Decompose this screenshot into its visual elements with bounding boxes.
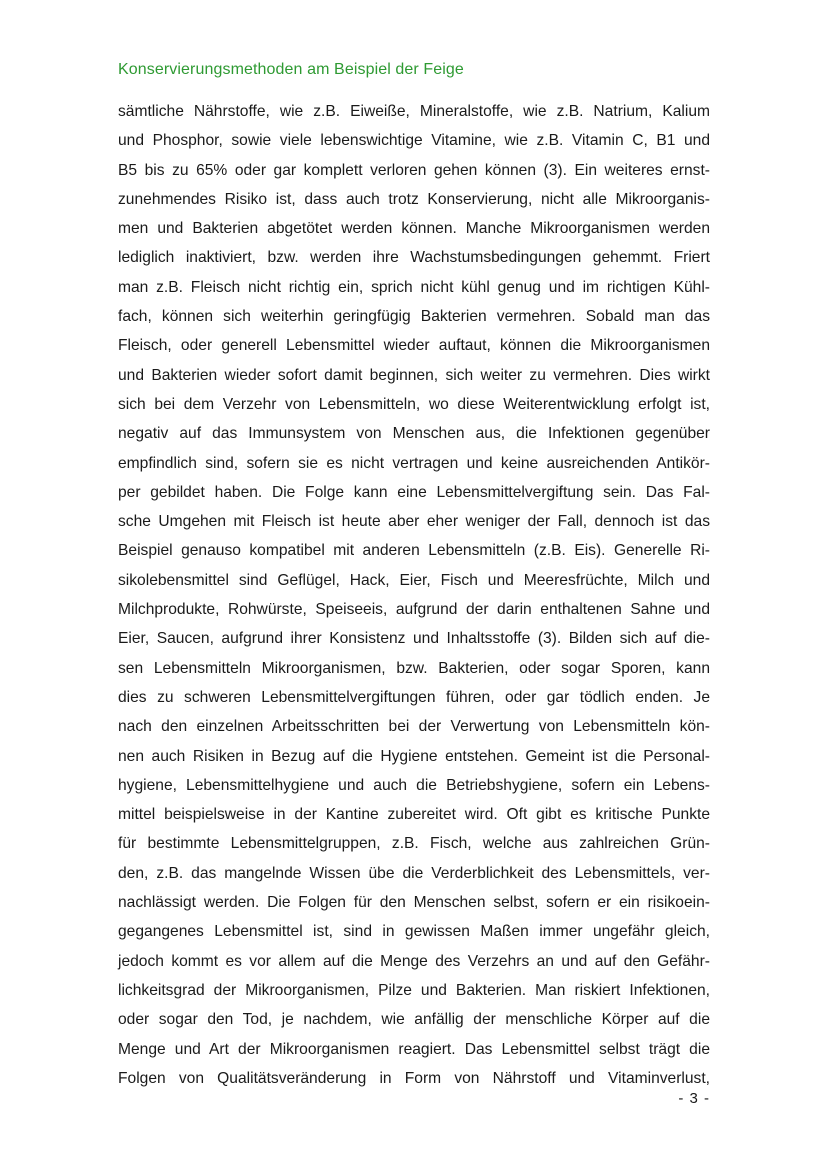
body-line: empfindlich sind, sofern sie es nicht vertragen und keine ausreichenden Antikör- (118, 454, 710, 472)
body-line: dies zu schweren Lebensmittelvergiftungen führen, oder gar tödlich enden. Je (118, 688, 710, 706)
body-line: per gebildet haben. Die Folge kann eine Lebensmittelvergiftung sein. Das Fal- (118, 483, 710, 501)
body-line: sche Umgehen mit Fleisch ist heute aber eher weniger der Fall, dennoch ist das (118, 513, 710, 531)
body-line: den, z.B. das mangelnde Wissen übe die Verderblichkeit des Lebensmittels, ver- (118, 864, 710, 882)
body-line: für bestimmte Lebensmittelgruppen, z.B. Fisch, welche aus zahlreichen Grün- (118, 835, 710, 853)
body-line: sämtliche Nährstoffe, wie z.B. Eiweiße, Mineralstoffe, wie z.B. Natrium, Kalium (118, 103, 710, 120)
body-line: und Phosphor, sowie viele lebenswichtige Vitamine, wie z.B. Vitamin C, B1 und (118, 132, 710, 150)
body-line: man z.B. Fleisch nicht richtig ein, sprich nicht kühl genug und im richtigen Kühl- (118, 278, 710, 296)
body-line: lichkeitsgrad der Mikroorganismen, Pilze und Bakterien. Man riskiert Infektionen, (118, 981, 710, 999)
body-text (118, 97, 710, 1093)
body-line: sich bei dem Verzehr von Lebensmitteln, wo diese Weiterentwicklung erfolgt ist, (118, 395, 710, 413)
body-line: negativ auf das Immunsystem von Menschen aus, die Infektionen gegenüber (118, 425, 710, 443)
body-line: nach den einzelnen Arbeitsschritten bei der Verwertung von Lebensmitteln kön- (118, 718, 710, 736)
body-line: mittel beispielsweise in der Kantine zubereitet wird. Oft gibt es kritische Punkte (118, 806, 710, 824)
body-line: Milchprodukte, Rohwürste, Speiseeis, aufgrund der darin enthaltenen Sahne und (118, 601, 710, 619)
body-line: und Bakterien wieder sofort damit beginnen, sich weiter zu vermehren. Dies wirkt (118, 366, 710, 384)
body-line: gegangenes Lebensmittel ist, sind in gewissen Maßen immer ungefähr gleich, (118, 923, 710, 941)
body-line: men und Bakterien abgetötet werden können. Manche Mikroorganismen werden (118, 220, 710, 238)
body-line: hygiene, Lebensmittelhygiene und auch die Betriebshygiene, sofern ein Lebens- (118, 776, 710, 794)
page-number: - 3 - (678, 1090, 710, 1107)
body-line: Beispiel genauso kompatibel mit anderen Lebensmitteln (z.B. Eis). Generelle Ri- (118, 542, 710, 560)
body-line: jedoch kommt es vor allem auf die Menge des Verzehrs an und auf den Gefähr- (118, 952, 710, 970)
body-line: Eier, Saucen, aufgrund ihrer Konsistenz und Inhaltsstoffe (3). Bilden sich auf die- (118, 630, 710, 648)
body-line: Folgen von Qualitätsveränderung in Form von Nährstoff und Vitaminverlust, (118, 1069, 710, 1087)
running-header-title: Konservierungsmethoden am Beispiel der Feige (118, 61, 464, 78)
body-line: zunehmendes Risiko ist, dass auch trotz Konservierung, nicht alle Mikroorganis- (118, 190, 710, 208)
body-line: sikolebensmittel sind Geflügel, Hack, Eier, Fisch und Meeresfrüchte, Milch und (118, 571, 710, 589)
body-line: lediglich inaktiviert, bzw. werden ihre Wachstumsbedingungen gehemmt. Friert (118, 249, 710, 267)
body-line: Fleisch, oder generell Lebensmittel wieder auftaut, können die Mikroorganismen (118, 337, 710, 355)
body-line: B5 bis zu 65% oder gar komplett verloren gehen können (3). Ein weiteres ernst- (118, 161, 710, 179)
body-line: nachlässigt werden. Die Folgen für den Menschen selbst, sofern er ein risikoein- (118, 894, 710, 912)
body-line: oder sogar den Tod, je nachdem, wie anfällig der menschliche Körper auf die (118, 1011, 710, 1029)
body-line: Menge und Art der Mikroorganismen reagiert. Das Lebensmittel selbst trägt die (118, 1040, 710, 1058)
body-line: sen Lebensmitteln Mikroorganismen, bzw. Bakterien, oder sogar Sporen, kann (118, 659, 710, 677)
body-line: fach, können sich weiterhin geringfügig Bakterien vermehren. Sobald man das (118, 308, 710, 326)
body-line: nen auch Risiken in Bezug auf die Hygiene entstehen. Gemeint ist die Personal- (118, 747, 710, 765)
